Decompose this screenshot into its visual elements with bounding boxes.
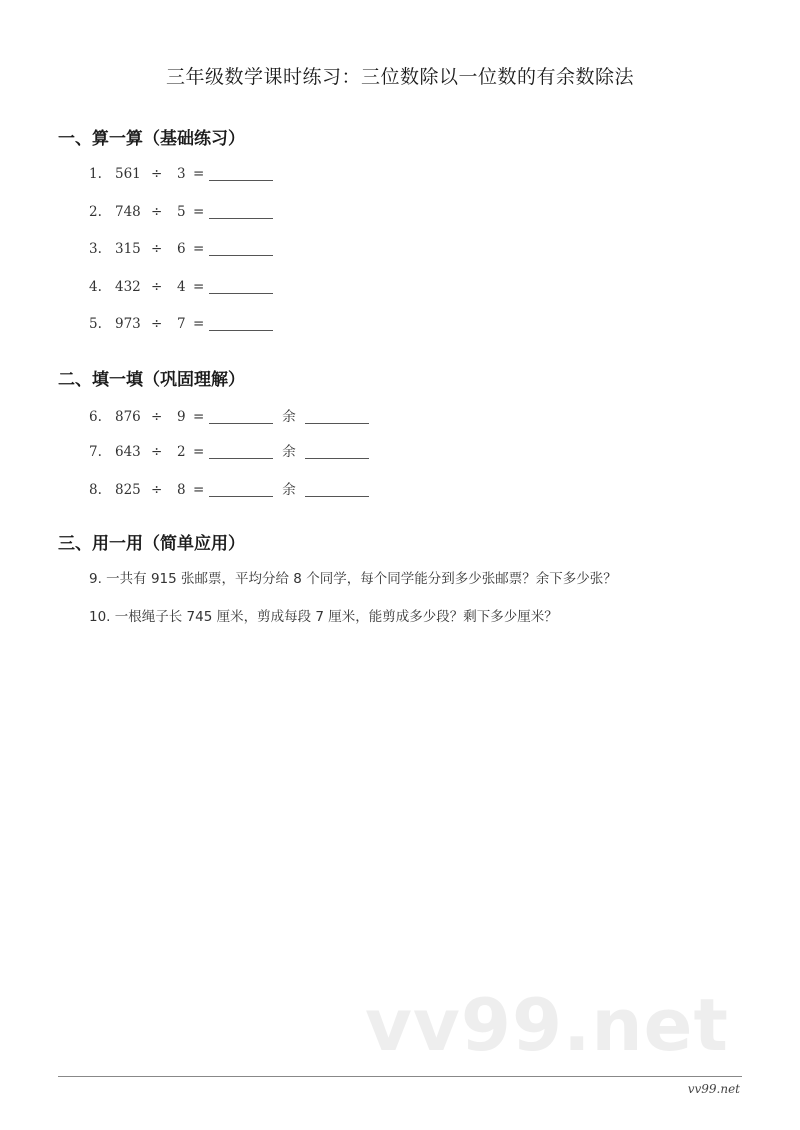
exercise-item <box>89 480 369 500</box>
divisor: 8 <box>177 482 186 498</box>
exercise-item <box>89 239 273 259</box>
word-problem: 9. 一共有 915 张邮票，平均分给 8 个同学，每个同学能分到多少张邮票？余下多少张？ <box>89 571 617 587</box>
exercise-item <box>89 164 273 184</box>
divide-sign: ÷ <box>151 482 163 498</box>
dividend: 643 <box>115 444 141 460</box>
dividend: 876 <box>115 409 141 425</box>
equals-sign: = <box>193 482 205 498</box>
exercise-item <box>89 314 273 334</box>
divisor: 7 <box>177 316 186 332</box>
answer-blank[interactable] <box>209 241 273 256</box>
answer-blank[interactable] <box>209 279 273 294</box>
exercise-item <box>89 202 273 222</box>
equals-sign: = <box>193 316 205 332</box>
equals-sign: = <box>193 409 205 425</box>
divisor: 6 <box>177 241 186 257</box>
item-number: 7. <box>89 444 102 460</box>
remainder-label: 余 <box>282 482 296 498</box>
footer-divider <box>58 1076 742 1077</box>
remainder-blank[interactable] <box>305 444 369 459</box>
equals-sign: = <box>193 204 205 220</box>
dividend: 432 <box>115 279 141 295</box>
item-number: 1. <box>89 166 102 182</box>
equals-sign: = <box>193 166 205 182</box>
quotient-blank[interactable] <box>209 409 273 424</box>
item-number: 6. <box>89 409 102 425</box>
divide-sign: ÷ <box>151 166 163 182</box>
section-heading-application: 三、用一用（简单应用） <box>58 534 245 554</box>
equals-sign: = <box>193 241 205 257</box>
divide-sign: ÷ <box>151 444 163 460</box>
answer-blank[interactable] <box>209 204 273 219</box>
remainder-blank[interactable] <box>305 409 369 424</box>
dividend: 825 <box>115 482 141 498</box>
answer-blank[interactable] <box>209 166 273 181</box>
divisor: 2 <box>177 444 186 460</box>
dividend: 561 <box>115 166 141 182</box>
divisor: 9 <box>177 409 186 425</box>
item-number: 4. <box>89 279 102 295</box>
dividend: 973 <box>115 316 141 332</box>
divide-sign: ÷ <box>151 241 163 257</box>
section-heading-consolidate: 二、填一填（巩固理解） <box>58 370 245 390</box>
divide-sign: ÷ <box>151 204 163 220</box>
item-number: 8. <box>89 482 102 498</box>
remainder-label: 余 <box>282 409 296 425</box>
divisor: 5 <box>177 204 186 220</box>
quotient-blank[interactable] <box>209 482 273 497</box>
item-number: 2. <box>89 204 102 220</box>
equals-sign: = <box>193 279 205 295</box>
divide-sign: ÷ <box>151 316 163 332</box>
remainder-label: 余 <box>282 444 296 460</box>
exercise-item <box>89 442 369 462</box>
remainder-blank[interactable] <box>305 482 369 497</box>
quotient-blank[interactable] <box>209 444 273 459</box>
exercise-item <box>89 407 369 427</box>
item-number: 5. <box>89 316 102 332</box>
divisor: 4 <box>177 279 186 295</box>
divisor: 3 <box>177 166 186 182</box>
section-heading-basic: 一、算一算（基础练习） <box>58 129 245 149</box>
divide-sign: ÷ <box>151 409 163 425</box>
answer-blank[interactable] <box>209 316 273 331</box>
word-problem: 10. 一根绳子长 745 厘米，剪成每段 7 厘米，能剪成多少段？剩下多少厘米？ <box>89 609 558 625</box>
divide-sign: ÷ <box>151 279 163 295</box>
page-title: 三年级数学课时练习：三位数除以一位数的有余数除法 <box>165 66 634 88</box>
item-number: 3. <box>89 241 102 257</box>
dividend: 315 <box>115 241 141 257</box>
equals-sign: = <box>193 444 205 460</box>
watermark: vv99.net <box>365 983 729 1067</box>
footer-site-label: vv99.net <box>687 1082 740 1096</box>
dividend: 748 <box>115 204 141 220</box>
exercise-item <box>89 277 273 297</box>
